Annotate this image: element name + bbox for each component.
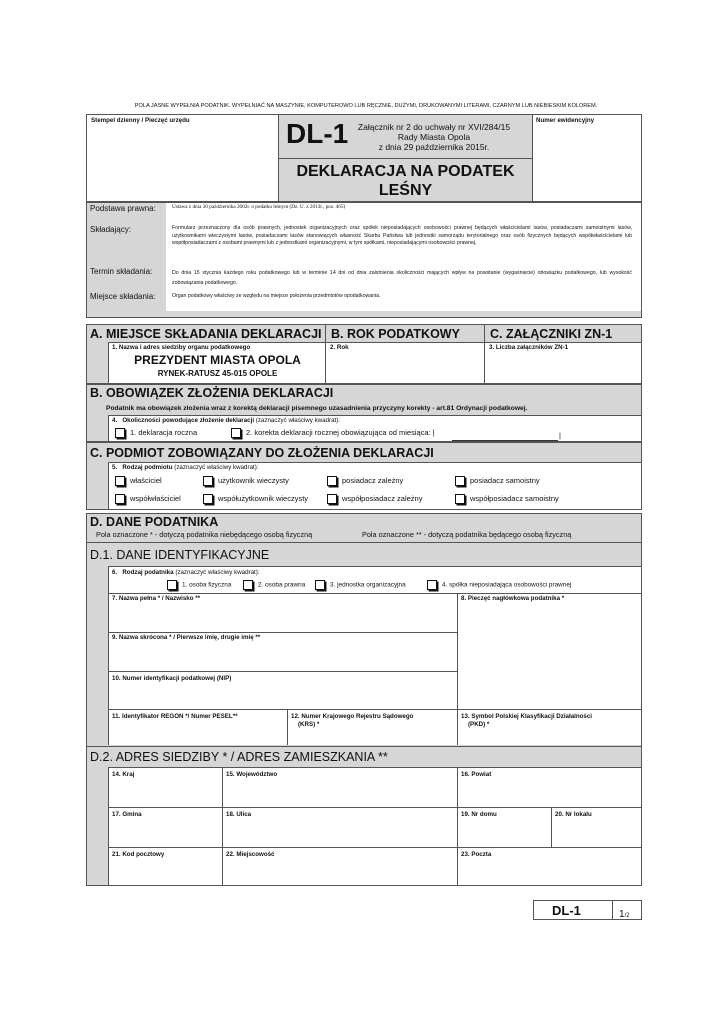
correction-month-input[interactable] [452,440,558,441]
field-23-label: 23. Poczta [461,851,492,858]
section-c-title: C. PODMIOT ZOBOWIĄZANY DO ZŁOŻENIA DEKLARACJI [90,446,434,460]
field-3-label: 3. Liczba załączników ZN-1 [489,344,569,351]
subject-co-dependent-holder[interactable] [327,494,422,504]
field-17-box[interactable] [108,807,222,847]
field-13-box[interactable] [457,709,641,745]
taxpayer-legal-person[interactable] [243,580,305,590]
section-b-notice: Podatnik ma obowiązek złożenia wraz z korektą deklaracji pisemnego uzasadnienia przyczyny korekty - art.81 Ordynacji podatkowej. [106,405,528,412]
taxpayer-org-unit-label: 3. jednostka organizacyjna [330,581,406,589]
field-20-label: 20. Nr lokalu [555,811,592,818]
attachment-info [336,122,532,152]
section-d-note2: Pola oznaczone ** - dotyczą podatnika będącego osobą fizyczną [362,530,572,539]
field-12-box[interactable] [287,709,457,745]
field-9-label: 9. Nazwa skrócona * / Pierwsze imię, drugie imię ** [112,634,261,641]
subject-co-dependent-holder-label: współposiadacz zależny [342,494,423,503]
field-14-label: 14. Kraj [112,771,135,778]
attachment-line1: Załącznik nr 2 do uchwały nr XVI/284/15 [357,122,511,132]
field-9-box[interactable] [108,632,457,671]
field-6-box [108,566,641,593]
field-18-box[interactable] [222,807,457,847]
place-label: Miejsce składania: [90,292,156,301]
field-15-box[interactable] [222,767,457,807]
record-number-label: Numer ewidencyjny [536,117,595,124]
field-10-label: 10. Numer identyfikacji podatkowej (NIP) [112,675,232,682]
field-16-box[interactable] [457,767,641,807]
option-annual-label: 1. deklaracja roczna [130,428,198,437]
place-text: Organ podatkowy właściwy ze względu na miejsce położenia przedmiotów opodatkowania. [172,293,381,299]
subject-dependent-holder[interactable] [327,476,403,486]
taxpayer-org-unit[interactable] [315,580,406,590]
field-12-label-cont: (KRS) * [298,721,320,728]
form-code: DL-1 [286,118,349,149]
taxpayer-natural-person-label: 1. osoba fizyczna [182,581,232,589]
field-6-num: 6. [112,569,118,576]
attachment-line2: Rady Miasta Opola [397,132,471,142]
subject-co-owner-label: współwłaściciel [130,494,181,503]
field-20-box[interactable] [551,807,641,847]
checkbox-org-unit[interactable] [315,580,325,590]
title-line2: LEŚNY [378,182,433,199]
section-d-title: D. DANE PODATNIKA [90,515,219,529]
field-7-box[interactable] [108,593,457,632]
title-line1: DEKLARACJA NA PODATEK [296,163,515,180]
field-23-box[interactable] [457,847,641,885]
subject-owner-label: właściciel [130,476,162,485]
field-15-label: 15. Województwo [226,771,278,778]
field-17-label: 17. Gmina [112,811,142,818]
field-10-box[interactable] [108,671,457,709]
section-b-year-title: B. ROK PODATKOWY [331,327,460,341]
filers-text: Formularz przeznaczony dla osób prawnych, jednostek organizacyjnych oraz spółek nieposiadających osobowości prawnej będących właścicielami lasów, posiadaczami samoistnymi lasów, użytkownikami wieczystymi lasów, posiadaczami lasów stanowiących własność Skarbu Państwa lub jednostki samorządu terytorialnego oraz osób fizycznych będących współwłaścicielami lub współposiadaczami z osobami prawnymi lub z jednostkami organizacyjnymi, w tym spółkami, nieposiadającymi osobowości prawnej. [172,225,632,246]
field-1-label: 1. Nazwa i adres siedziby organu podatkowego [112,344,251,351]
field-6-label: Rodzaj podatnika [122,569,174,576]
taxpayer-partnership-label: 4. spółka nieposiadająca osobowości prawnej [442,581,572,589]
subject-owner[interactable] [115,476,162,486]
top-note: POLA JASNE WYPEŁNIA PODATNIK. WYPEŁNIAĆ NA MASZYNIE, KOMPUTEROWO LUB RĘCZNIE, DUŻYMI, DRUKOWANYMI LITERAMI, CZARNYM LUB NIEBIESKIM KOLOREM. [134,103,598,109]
footer-box [533,900,642,920]
taxpayer-legal-person-label: 2. osoba prawna [258,581,306,589]
field-5-hint: (zaznaczyć właściwy kwadrat): [174,464,259,471]
checkbox-co-independent-holder[interactable] [455,494,465,504]
field-6-hint: (zaznaczyć właściwy kwadrat): [175,569,260,576]
section-c-att-title: C. ZAŁĄCZNIKI ZN-1 [490,327,613,341]
section-d-note1: Pola oznaczone * - dotyczą podatnika niebędącego osobą fizyczną [96,530,313,539]
subject-perpetual-user-label: użytkownik wieczysty [218,476,289,485]
section-b-title: B. OBOWIĄZEK ZŁOŻENIA DEKLARACJI [90,386,334,400]
field-7-label: 7. Nazwa pełna * / Nazwisko ** [112,595,201,602]
field-4-label: Okoliczności powodujące złożenie deklaracji [122,417,255,424]
option-correction-label: 2. korekta deklaracji rocznej obowiązująca od miesiąca: | [246,428,435,437]
field-5-num: 5. [112,464,118,471]
field-4-num: 4. [112,417,118,424]
section-d2-title: D.2. ADRES SIEDZIBY * / ADRES ZAMIESZKANIA ** [90,750,388,764]
checkbox-perpetual-user[interactable] [203,476,213,486]
subject-dependent-holder-label: posiadacz zależny [342,476,404,485]
field-8-label: 8. Pieczęć nagłówkowa podatnika * [461,595,565,602]
field-11-label: 11. Identyfikator REGON */ Numer PESEL** [112,713,238,720]
checkbox-owner[interactable] [115,476,125,486]
taxpayer-natural-person[interactable] [167,580,231,590]
field-4-box [108,415,641,441]
field-19-box[interactable] [457,807,551,847]
subject-perpetual-user[interactable] [203,476,289,486]
deadline-text: Do dnia 15 stycznia każdego roku podatkowego lub w terminie 14 dni od dnia zaistnienia okoliczności mających wpływ na powstanie (wygaśnięcie) obowiązku podatkowego, lub wysokość zobowiązania podatkowego. [172,270,632,286]
footer-page: 1 [619,909,625,920]
checkbox-natural-person[interactable] [167,580,177,590]
field-19-label: 19. Nr domu [461,811,497,818]
subject-co-perpetual-user[interactable] [203,494,308,504]
subject-co-independent-holder[interactable] [455,494,559,504]
field-2-box[interactable] [326,342,484,383]
correction-month-end: | [559,431,561,440]
form-title [279,162,532,200]
checkbox-correction[interactable] [231,428,241,438]
stamp-box[interactable] [86,114,279,202]
checkbox-annual[interactable] [115,428,125,438]
stamp-label: Stempel dzienny / Pieczęć urzędu [91,117,190,124]
field-12-label: 12. Numer Krajowego Rejestru Sądowego [291,713,414,720]
option-annual[interactable] [115,428,197,438]
option-correction[interactable] [231,428,435,438]
section-d1-title: D.1. DANE IDENTYFIKACYJNE [90,548,270,562]
field-3-box[interactable] [485,342,641,383]
field-14-box[interactable] [108,767,222,807]
field-1-box [108,342,325,383]
taxpayer-partnership[interactable] [427,580,571,590]
subject-co-owner[interactable] [115,494,181,504]
field-11-box[interactable] [108,709,287,745]
field-13-label-cont: (PKD) * [468,721,490,728]
field-21-box[interactable] [108,847,222,885]
field-22-box[interactable] [222,847,457,885]
field-21-label: 21. Kod pocztowy [112,851,165,858]
checkbox-dependent-holder[interactable] [327,476,337,486]
section-a-title: A. MIEJSCE SKŁADANIA DEKLARACJI [90,327,322,341]
attachment-line3: z dnia 29 października 2015r. [378,142,490,152]
checkbox-co-owner[interactable] [115,494,125,504]
footer-pages: /2 [624,913,630,919]
field-2-label: 2. Rok [330,344,349,351]
field-8-box[interactable] [457,593,641,709]
authority-address: RYNEK-RATUSZ 45-015 OPOLE [157,369,278,378]
checkbox-co-perpetual-user[interactable] [203,494,213,504]
field-22-label: 22. Miejscowość [226,851,275,858]
subject-independent-holder-label: posiadacz samoistny [470,476,540,485]
checkbox-legal-person[interactable] [243,580,253,590]
checkbox-partnership[interactable] [427,580,437,590]
subject-independent-holder[interactable] [455,476,540,486]
field-5-label: Rodzaj podmiotu [122,464,173,471]
field-18-label: 18. Ulica [226,811,252,818]
subject-co-perpetual-user-label: współużytkownik wieczysty [218,494,309,503]
field-13-label: 13. Symbol Polskiej Klasyfikacji Działalności [461,713,593,720]
record-number-box[interactable] [532,114,642,202]
field-16-label: 16. Powiat [461,771,492,778]
checkbox-independent-holder[interactable] [455,476,465,486]
authority-name: PREZYDENT MIASTA OPOLA [134,353,301,367]
basis-text: Ustawa z dnia 30 października 2002r. o podatku leśnym (Dz. U. z 2013r., poz. 465) [172,204,346,210]
subject-co-independent-holder-label: współposiadacz samoistny [470,494,559,503]
footer-form-code: DL-1 [552,903,581,918]
field-5-box [108,462,641,509]
filers-label: Składający: [90,225,131,234]
deadline-label: Termin składania: [90,267,153,276]
checkbox-co-dependent-holder[interactable] [327,494,337,504]
field-4-hint: (zaznaczyć właściwy kwadrat): [255,417,341,424]
basis-label: Podstawa prawna: [90,204,156,213]
